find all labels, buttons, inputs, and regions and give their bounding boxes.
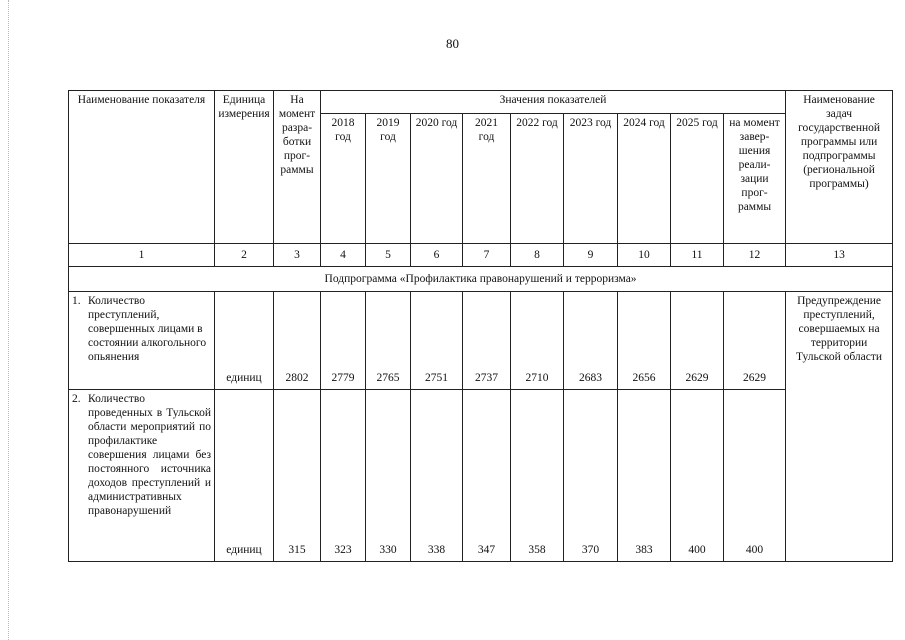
column-number: 6 [411,244,463,267]
scan-edge-line [8,0,9,640]
column-number: 7 [463,244,511,267]
unit-value: единиц [215,390,274,562]
year-value: 2779 [321,292,366,390]
column-number: 11 [671,244,724,267]
year-value: 2710 [511,292,564,390]
subprogram-title: Подпрограмма «Профилактика правонарушений и терроризма» [69,267,893,292]
header-year: 2018 год [321,114,366,244]
year-value: 347 [463,390,511,562]
indicators-table [68,90,893,562]
column-number: 8 [511,244,564,267]
table-row [69,390,893,562]
header-name: Наименование показателя [69,91,215,244]
year-value: 2737 [463,292,511,390]
unit-value: единиц [215,292,274,390]
column-number: 1 [69,244,215,267]
year-value: 358 [511,390,564,562]
indicator-name: Количество преступлений, совершенных лицами в состоянии алкогольного опьянения [88,295,207,363]
year-value: 2765 [366,292,411,390]
year-value: 2683 [564,292,618,390]
header-year: 2023 год [564,114,618,244]
year-value: 2656 [618,292,671,390]
year-value: 323 [321,390,366,562]
year-value: 2751 [411,292,463,390]
column-number: 12 [724,244,786,267]
header-year: 2022 год [511,114,564,244]
year-value: 383 [618,390,671,562]
column-number-row [69,244,893,267]
row-number: 1. [72,295,81,307]
column-number: 3 [274,244,321,267]
header-values: Значения показателей [321,91,786,114]
header-year: 2024 год [618,114,671,244]
year-value: 400 [671,390,724,562]
year-value: 330 [366,390,411,562]
year-value: 2629 [671,292,724,390]
row-number: 2. [72,393,81,405]
header-year: 2020 год [411,114,463,244]
year-value: 370 [564,390,618,562]
header-year: 2019 год [366,114,411,244]
year-value: 338 [411,390,463,562]
end-value: 400 [724,390,786,562]
header-unit: Единица измерения [215,91,274,244]
indicator-name: Количество проведенных в Тульской области мероприятий по профилактике совершения лицами без постоянного источника доходов преступлений и административных правонарушений [88,393,211,517]
page-number: 80 [446,36,459,51]
header-year: 2021 год [463,114,511,244]
subprogram-row [69,267,893,292]
column-number: 9 [564,244,618,267]
column-number: 4 [321,244,366,267]
column-number: 5 [366,244,411,267]
header-year: 2025 год [671,114,724,244]
start-value: 2802 [274,292,321,390]
header-row-1 [69,91,893,114]
header-tasks: Наименование задач государственной программы или подпрограммы (региональной программы) [786,91,893,244]
indicator-name-cell [69,292,215,390]
start-value: 315 [274,390,321,562]
column-number: 13 [786,244,893,267]
header-end: на момент завер-шения реали-зации прог-раммы [724,114,786,244]
indicator-name-cell [69,390,215,562]
task-description: Предупреждение преступлений, совершаемых на территории Тульской области [786,292,893,562]
table-row [69,292,893,390]
end-value: 2629 [724,292,786,390]
header-start: На момент разра-ботки прог-раммы [274,91,321,244]
column-number: 2 [215,244,274,267]
column-number: 10 [618,244,671,267]
